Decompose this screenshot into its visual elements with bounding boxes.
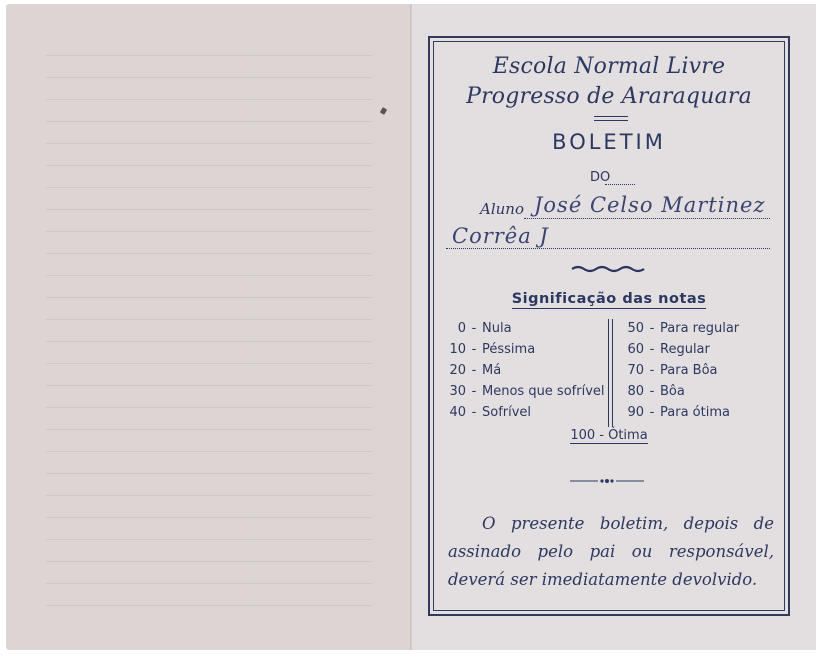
grade-value: 20 [449,363,466,378]
grade-label: Para regular [660,321,740,336]
grade-value: 0 [457,321,466,336]
grade-label: Má [482,363,502,378]
student-name-line-1 [524,218,770,219]
left-page [6,4,412,650]
do-dotted-line [605,184,635,185]
grades-right-column [614,318,739,423]
grade-row: 50 - Para regular [614,318,739,339]
grade-row: 90 - Para ótima [614,402,739,423]
legend-title [436,291,782,307]
grade-label: Péssima [482,342,536,357]
grade-label: Para ótima [660,405,730,420]
do-label: DO [590,170,611,185]
grade-value: 70 [627,363,644,378]
grade-label: Nula [482,321,512,336]
title-divider [594,116,628,121]
grade-row: 70 - Para Bôa [614,360,739,381]
grade-row: 40 - Sofrível [436,402,605,423]
grade-value: 80 [627,384,644,399]
grade-value: 60 [627,342,644,357]
student-name-line-2 [446,248,770,249]
grade-top [436,428,782,443]
grade-value: 50 [627,321,644,336]
student-name-handwritten-2: Corrêa J [452,224,549,248]
grades-left-column [436,318,605,423]
return-notice: O presente boletim, depois de assinado pelo pai ou responsável, deverá ser imediatamente devolvido. [448,514,774,589]
divider-ornament [570,477,644,485]
legend-title-text: Significação das notas [511,291,707,307]
grade-label: Regular [660,342,710,357]
student-name-handwritten-1: José Celso Martinez [534,193,766,217]
grade-label: Para Bôa [660,363,718,378]
grade-row: 0 - Nula [436,318,605,339]
grade-label: Sofrível [482,405,532,420]
grade-label: Menos que sofrível [482,384,605,399]
grade-top-text: 100 - Ótima [570,428,648,443]
grade-value: 30 [449,384,466,399]
wave-ornament [570,264,646,274]
grade-row: 20 - Má [436,360,605,381]
grade-label: Bôa [660,384,685,399]
grade-value: 40 [449,405,466,420]
grade-row: 10 - Péssima [436,339,605,360]
grades-column-divider [608,319,613,427]
aluno-label: Aluno [480,200,524,218]
grade-row: 60 - Regular [614,339,739,360]
grade-row: 30 - Menos que sofrível [436,381,605,402]
school-name: Escola Normal Livre Progresso de Araraquara [466,54,752,109]
grade-value: 10 [449,342,466,357]
grade-value: 90 [627,405,644,420]
document-title: BOLETIM [552,130,666,154]
faint-ruled-lines [46,34,372,620]
grade-row: 80 - Bôa [614,381,739,402]
